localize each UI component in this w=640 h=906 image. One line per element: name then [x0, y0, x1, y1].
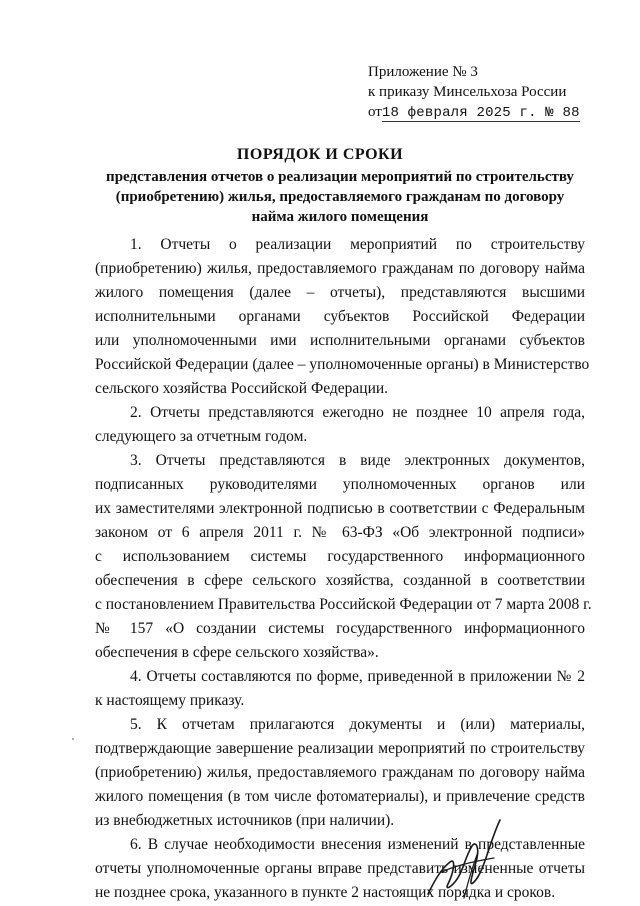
text-line: 5. К отчетам прилагаются документы и (или) материалы,: [130, 716, 585, 733]
text-line: отчеты уполномоченные органы вправе представить измененные отчеты: [95, 860, 585, 877]
text-line: (приобретению) жилья, предоставляемого гражданам по договору найма: [95, 260, 585, 277]
text-line: или уполномоченными ими исполнительными органами субъектов: [95, 332, 585, 349]
text-line: исполнительными органами субъектов Российской Федерации: [95, 308, 585, 325]
text-line: к настоящему приказу.: [95, 692, 245, 709]
appendix-order-ref: к приказу Минсельхоза России: [368, 84, 567, 100]
text-line: сельского хозяйства Российской Федерации.: [95, 380, 389, 397]
text-line: 3. Отчеты представляются в виде электронных документов,: [130, 452, 585, 469]
text-line: жилого помещения (в том числе фотоматериалы), и привлечение средств: [95, 788, 585, 805]
paragraph-6: [95, 833, 585, 905]
scan-speck: [72, 738, 74, 740]
appendix-date-stamp: 18 февраля 2025 г. № 88: [381, 105, 580, 121]
paragraph-4: [95, 665, 585, 713]
text-line: обеспечения в сфере сельского хозяйства».: [95, 644, 379, 661]
text-line: с постановлением Правительства Российской Федерации от 7 марта 2008 г.: [95, 596, 592, 613]
text-line: обеспечения в сфере сельского хозяйства, созданной в соответствии: [95, 572, 585, 589]
appendix-date-prefix: от: [368, 104, 382, 120]
text-line: жилого помещения (далее – отчеты), представляются высшими: [95, 284, 585, 301]
subtitle-line: найма жилого помещения: [251, 209, 429, 225]
paragraph-2: [95, 401, 585, 449]
subtitle-line: представления отчетов о реализации мероприятий по строительству: [106, 169, 574, 185]
text-line: 4. Отчеты составляются по форме, приведенной в приложении № 2: [130, 668, 585, 685]
text-line: из внебюджетных источников (при наличии).: [95, 812, 395, 829]
text-line: подписанных руководителями уполномоченных органов или: [95, 476, 585, 493]
text-line: № 157 «О создании системы государственного информационного: [95, 620, 585, 637]
text-line: их заместителями электронной подписью в соответствии с Федеральным: [95, 500, 585, 517]
appendix-number: Приложение № 3: [368, 64, 478, 80]
text-line: 1. Отчеты о реализации мероприятий по строительству: [130, 236, 585, 253]
text-line: 6. В случае необходимости внесения изменений в представленные: [130, 836, 585, 853]
document-subtitle: [95, 167, 585, 227]
text-line: Российской Федерации (далее – уполномоченные органы) в Министерство: [95, 356, 590, 373]
appendix-date-line: [368, 102, 618, 123]
document-title: ПОРЯДОК И СРОКИ: [236, 146, 404, 163]
subtitle-line: (приобретению) жилья, предоставляемого гражданам по договору: [115, 189, 565, 205]
handwritten-signature-icon: [420, 812, 510, 902]
text-line: следующего за отчетным годом.: [95, 428, 308, 445]
text-line: законом от 6 апреля 2011 г. № 63-ФЗ «Об электронной подписи»: [95, 524, 585, 541]
text-line: подтверждающие завершение реализации мероприятий по строительству: [95, 740, 585, 757]
text-line: с использованием системы государственного информационного: [95, 548, 585, 565]
paragraph-3: [95, 449, 592, 665]
text-line: не позднее срока, указанного в пункте 2 настоящих порядка и сроков.: [95, 884, 556, 901]
document-body: [95, 233, 592, 905]
paragraph-1: [95, 233, 590, 401]
appendix-header: [368, 62, 618, 123]
paragraph-5: [95, 713, 585, 833]
text-line: (приобретению) жилья, предоставляемого гражданам по договору найма: [95, 764, 585, 781]
text-line: 2. Отчеты представляются ежегодно не позднее 10 апреля года,: [130, 404, 585, 421]
